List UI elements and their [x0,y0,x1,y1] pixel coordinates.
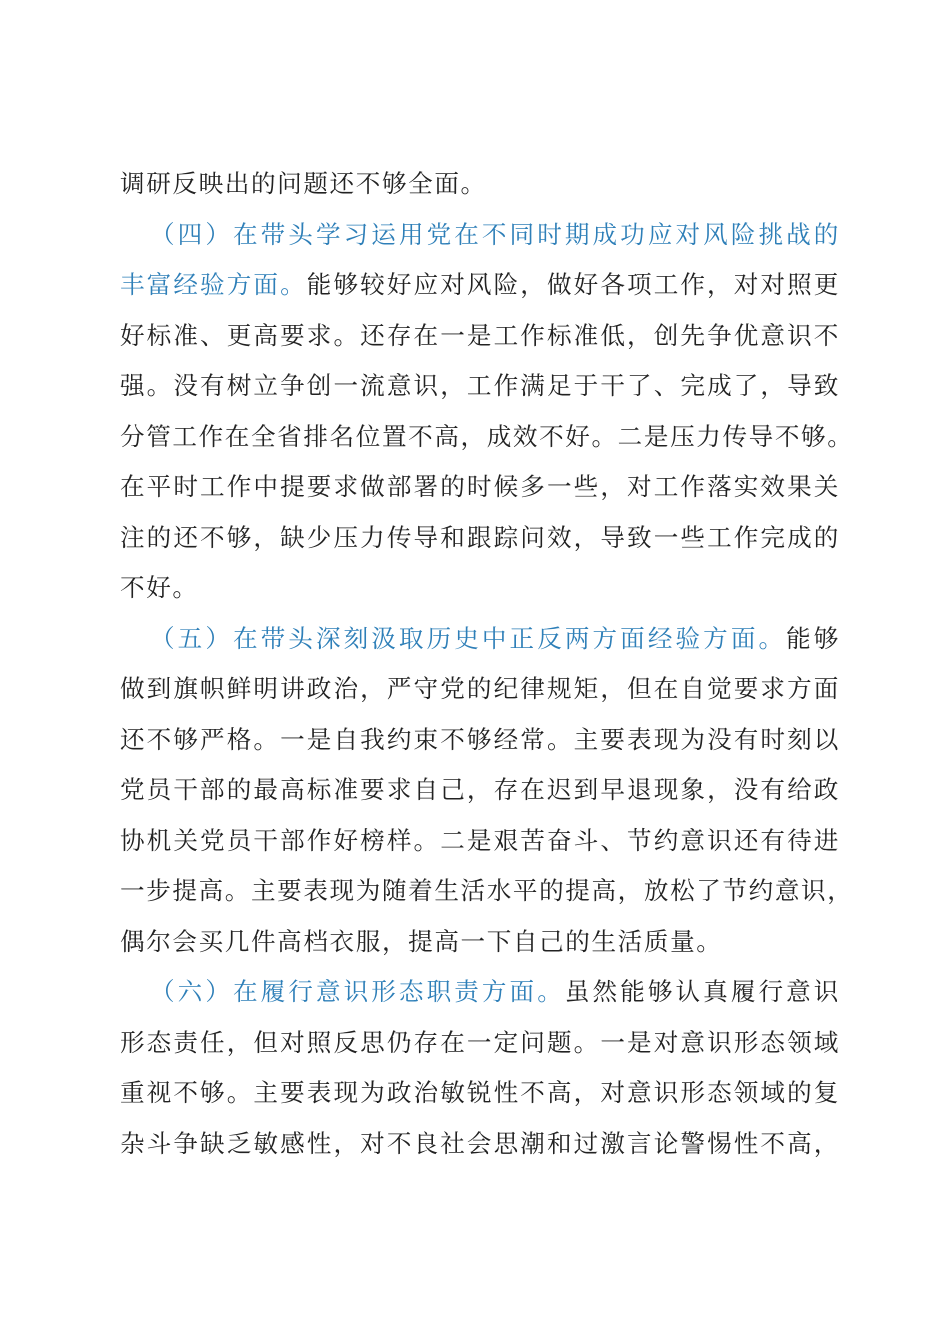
body-text: 分管工作在全省排名位置不高，成效不好。二是压力传导不够。 [120,422,854,451]
body-text: 重视不够。主要表现为政治敏锐性不高，对意识形态领域的复 [120,1078,840,1107]
section-heading-4 [150,217,840,253]
body-text: 一步提高。主要表现为随着生活水平的提高，放松了节约意识， [120,876,854,905]
paragraph-line [120,318,840,354]
body-text: 党员干部的最高标准要求自己，存在迟到早退现象，没有给政 [120,775,840,804]
body-text: 在平时工作中提要求做部署的时候多一些，对工作落实效果关 [120,472,840,501]
body-text: 协机关党员干部作好榜样。二是艰苦奋斗、节约意识还有待进 [120,826,840,855]
paragraph-line [120,772,840,808]
body-text: 好标准、更高要求。还存在一是工作标准低，创先争优意识不 [120,321,840,350]
paragraph-line [120,267,840,303]
body-text: 还不够严格。一是自我约束不够经常。主要表现为没有时刻以 [120,725,840,754]
body-text: 做到旗帜鲜明讲政治，严守党的纪律规矩，但在自觉要求方面 [120,674,840,703]
paragraph-line [120,419,854,455]
body-text: 偶尔会买几件高档衣服，提高一下自己的生活质量。 [120,927,723,956]
paragraph-line [120,1025,840,1061]
paragraph-line [120,520,840,556]
paragraph-line [120,924,840,960]
heading-text: （五）在带头深刻汲取历史中正反两方面经验方面。 [150,624,787,653]
paragraph-line [120,1075,840,1111]
body-text: 能够 [786,624,840,653]
paragraph-line [120,570,840,606]
paragraph-line [120,166,840,202]
heading-text: （四）在带头学习运用党在不同时期成功应对风险挑战的 [150,220,840,249]
body-text: 形态责任，但对照反思仍存在一定问题。一是对意识形态领域 [120,1028,840,1057]
paragraph-line [120,469,840,505]
paragraph-line [120,1126,840,1162]
body-text: 调研反映出的问题还不够全面。 [120,169,487,198]
paragraph-line [120,368,840,404]
body-text: 虽然能够认真履行意识 [564,977,840,1006]
section-heading-6 [150,974,840,1010]
body-text: 强。没有树立争创一流意识，工作满足于干了、完成了，导致 [120,371,840,400]
body-text: 能够较好应对风险，做好各项工作，对对照更 [306,270,840,299]
paragraph-line [120,823,840,859]
paragraph-line [120,671,840,707]
section-heading-5 [150,621,840,657]
body-text: 杂斗争缺乏敏感性，对不良社会思潮和过激言论警惕性不高， [120,1129,840,1158]
heading-text: （六）在履行意识形态职责方面。 [150,977,565,1006]
paragraph-line [120,873,854,909]
paragraph-line [120,722,840,758]
heading-text: 丰富经验方面。 [120,270,307,299]
body-text: 不好。 [120,573,199,602]
body-text: 注的还不够，缺少压力传导和跟踪问效，导致一些工作完成的 [120,523,840,552]
